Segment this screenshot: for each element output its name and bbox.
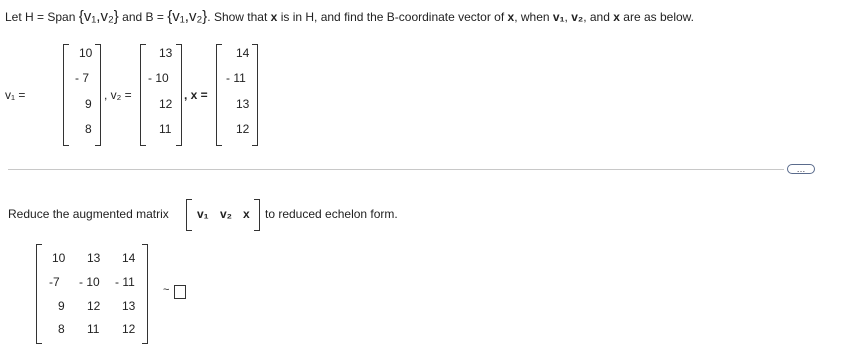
matrix-left-bracket	[36, 244, 42, 344]
reduce-text-end: to reduced echelon form.	[265, 207, 398, 221]
question-and-b: and B =	[122, 10, 164, 24]
v1-left-bracket	[63, 44, 69, 146]
v2-left-bracket	[140, 44, 146, 146]
matrix-cell: 12	[122, 322, 136, 336]
matrix-cell: 8	[58, 322, 65, 336]
matrix-cell: -7	[49, 275, 60, 289]
v2-value: 12	[159, 97, 173, 111]
question-v1: v₁	[552, 10, 565, 24]
question-and: , and	[583, 10, 610, 24]
question-x-3: x	[613, 10, 620, 24]
augmented-bracket-right	[254, 199, 260, 231]
matrix-cell: 13	[87, 251, 101, 265]
x-value: 14	[236, 46, 250, 60]
reduce-text-start: Reduce the augmented matrix	[8, 207, 169, 221]
x-right-bracket	[252, 44, 258, 146]
span-set: {v₁,v₂}	[78, 8, 119, 25]
matrix-cell: - 10	[79, 275, 100, 289]
v1-label: v₁ =	[5, 88, 26, 102]
v1-value: 8	[85, 122, 92, 136]
question-instruction-end: are as below.	[623, 10, 695, 24]
v1-right-bracket	[95, 44, 101, 146]
question-prefix: Let H = Span	[5, 10, 76, 24]
matrix-right-bracket	[142, 244, 148, 344]
v2-right-bracket	[176, 44, 182, 146]
v1-value: 10	[79, 46, 93, 60]
matrix-cell: 14	[122, 251, 136, 265]
v2-value: 11	[159, 122, 172, 136]
v2-value: 13	[159, 46, 173, 60]
x-value: 12	[236, 122, 250, 136]
v2-label: , v₂ =	[104, 88, 132, 102]
question-x-2: x	[507, 10, 515, 24]
matrix-cell: - 11	[115, 275, 135, 289]
augmented-v1: v₁	[197, 207, 209, 221]
x-value: - 11	[226, 71, 246, 85]
more-button[interactable]: …	[787, 164, 815, 174]
matrix-cell: 10	[52, 251, 66, 265]
augmented-x: x	[243, 207, 250, 221]
x-label: , x =	[184, 88, 208, 102]
x-value: 13	[236, 97, 250, 111]
question-instruction-mid2: , when	[514, 10, 550, 24]
matrix-cell: 13	[122, 299, 136, 313]
v1-value: 9	[85, 97, 92, 111]
question-instruction-mid: is in H, and find the B-coordinate vector of	[280, 10, 505, 24]
question-x: x	[270, 10, 278, 24]
matrix-cell: 11	[87, 322, 100, 336]
x-left-bracket	[216, 44, 222, 146]
question-v2: v₂	[571, 10, 584, 24]
section-divider	[8, 169, 784, 170]
row-equivalence-tilde: ~	[163, 284, 170, 296]
matrix-cell: 9	[58, 299, 65, 313]
answer-input-box[interactable]	[174, 285, 186, 299]
v1-value: - 7	[75, 71, 90, 85]
question-instruction-start: . Show that	[207, 10, 268, 24]
basis-set: {v₁,v₂}	[167, 8, 208, 25]
matrix-cell: 12	[87, 299, 101, 313]
augmented-bracket-left	[186, 199, 192, 231]
question-text: Let H = Span {v₁,v₂} and B = {v₁,v₂}. Show that x is in H, and find the B-coordinate vector of x, when v₁, v₂, and x are as below.	[5, 8, 695, 25]
v2-value: - 10	[148, 71, 169, 85]
augmented-v2: v₂	[220, 207, 233, 221]
